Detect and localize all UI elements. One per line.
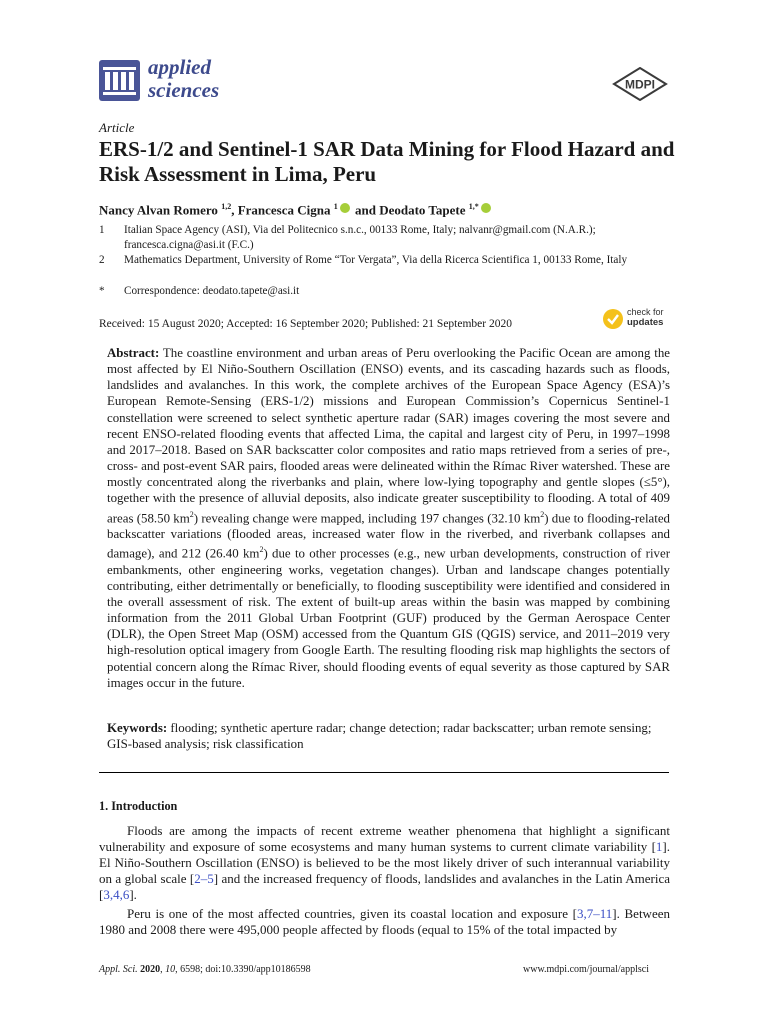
citation-link[interactable]: 3,7–11 [577, 906, 613, 921]
author-name[interactable]: Deodato Tapete [379, 202, 466, 218]
citation-link[interactable]: 3,4,6 [103, 887, 130, 903]
journal-columns-icon [99, 60, 140, 101]
body-paragraph [99, 823, 670, 903]
publication-dates: Received: 15 August 2020; Accepted: 16 September 2020; Published: 21 September 2020 [99, 318, 512, 330]
check-updates-line2: updates [627, 317, 664, 328]
paragraph-text: ]. [129, 887, 137, 903]
affiliation-mark: 1 [99, 224, 105, 236]
superscript: 2 [259, 545, 264, 555]
abstract-text: ) revealing change were mapped, including 197 changes (32.10 km [193, 510, 541, 525]
author-separator: , [231, 202, 238, 218]
paper-title: ERS-1/2 and Sentinel-1 SAR Data Mining for Flood Hazard and Risk Assessment in Lima, Peru [99, 137, 675, 186]
superscript: 2 [189, 509, 194, 519]
author-affiliation-mark: 1,2 [221, 202, 232, 211]
abstract [107, 345, 670, 691]
affiliation-text: Italian Space Agency (ASI), Via del Politecnico s.n.c., 00133 Rome, Italy; nalvanr@gmail.com (N.A.R.); francesca.cigna@asi.it (F.C.) [124, 224, 596, 251]
keywords-label: Keywords: [107, 721, 168, 735]
body-paragraph [99, 906, 670, 938]
orcid-icon[interactable] [481, 203, 491, 213]
divider [99, 772, 669, 773]
affiliation-mark: 2 [99, 254, 105, 266]
mdpi-logo-text: MDPI [625, 77, 655, 92]
check-for-updates-badge[interactable] [602, 306, 682, 332]
affiliation-text: Mathematics Department, University of Rome “Tor Vergata”, Via della Ricerca Scientifica 1, 00133 Rome, Italy [124, 254, 628, 266]
journal-name[interactable] [148, 56, 219, 102]
check-updates-icon [602, 308, 624, 330]
footer-url[interactable]: www.mdpi.com/journal/applsci [523, 964, 649, 975]
paragraph-text: ]. Between 1980 and 2008 there were 495,000 people affected by floods (equal to 15% of the total impacted by [99, 906, 670, 938]
author-separator: and [351, 202, 380, 218]
footer-volume: 10 [165, 964, 176, 975]
abstract-text: The coastline environment and urban areas of Peru overlooking the Pacific Ocean are among the most affected by El Niño-Southern Oscillation (ENSO) events, and its cascading hazards such as floods, landslides and avalanches. In this work, the complete archives of the European Space Agency (ESA)’s European Remote-Sensing (ERS-1/2) missions and European Commission’s Copernicus Sentinel-1 constellation were screened to select synthetic aperture radar (SAR) images covering the most severe and recent ENSO-related flooding events that affected Lima, the capital and largest city of Peru, in 1997–1998 and 2017–2018. Based on SAR backscatter color composites and ratio maps retrieved from a series of pre-, cross- and post-event SAR pairs, flooded areas were delineated within the Rímac River watershed. These are mostly concentrated along the riverbanks and plain, where low-lying topography and gentle slopes (≤5°), together with the presence of alluvial deposits, also indicate greater susceptibility to flooding. A total of 409 areas (58.50 km [107, 346, 670, 525]
check-updates-line1: check for [627, 307, 664, 317]
affiliation [99, 253, 689, 283]
author-affiliation-mark: 1,* [468, 202, 479, 211]
journal-name-line1: applied [148, 55, 211, 79]
paragraph-text: Peru is one of the most affected countries, given its coastal location and exposure [ [127, 906, 577, 921]
citation-link[interactable]: 1 [655, 839, 663, 855]
keywords [107, 720, 670, 752]
affiliation [99, 223, 689, 253]
author-list [99, 202, 493, 218]
affiliation-mark: * [99, 285, 105, 297]
journal-name-line2: sciences [148, 78, 220, 102]
abstract-text: ) due to other processes (e.g., new urban developments, construction of river embankments, other engineering works, vegetation changes). Urban and landscape changes potentially contributing, either detrimentally or beneficially, to flooding susceptibility were identified and considered in the overall assessment of risk. The extent of built-up areas within the basin was mapped by combining information from the 2011 Global Urban Footprint (GUF) produced by the German Aerospace Center (DLR), the Open Street Map (OSM) accessed from the Quantum GIS (QGIS) service, and 2011–2019 very high-resolution optical imagery from Google Earth. The resulting flooding risk map highlights the sectors of potential concern along the Rímac River, should flooding events of equal severity as those captured by SAR images occur in the future. [107, 546, 670, 690]
keywords-text: flooding; synthetic aperture radar; change detection; radar backscatter; urban remote sensing; GIS-based analysis; risk classification [107, 721, 652, 752]
mdpi-logo[interactable] [612, 67, 668, 101]
correspondence-text: Correspondence: deodato.tapete@asi.it [124, 285, 300, 297]
footer-citation: Appl. Sci. 2020, 10, 6598; doi:10.3390/app10186598 [99, 964, 311, 975]
author-name[interactable]: Francesca Cigna [237, 202, 331, 218]
citation-link[interactable]: 2–5 [194, 871, 214, 887]
section-heading: 1. Introduction [99, 799, 178, 813]
footer-doi: , 6598; doi:10.3390/app10186598 [175, 964, 311, 975]
author-affiliation-mark: 1 [333, 202, 338, 211]
footer-year: 2020 [140, 964, 161, 975]
paragraph-text: Floods are among the impacts of recent extreme weather phenomena that highlight a significant vulnerability and exposure of some ecosystems and many human systems to current climate variability [ [99, 823, 670, 855]
author-name[interactable]: Nancy Alvan Romero [99, 202, 218, 218]
superscript: 2 [540, 509, 545, 519]
article-type: Article [99, 120, 135, 135]
correspondence [99, 284, 689, 299]
abstract-text: ) due to flooding-related backscatter variations (flooded areas, increased water flow in the riverbed, and riverbank collapses and damage), and 212 (26.40 km [107, 510, 671, 561]
paragraph-text: ] and the increased frequency of floods, landslides and avalanches in the Latin America [ [99, 871, 671, 903]
footer-journal: Appl. Sci. [99, 964, 138, 975]
abstract-label: Abstract: [107, 346, 160, 360]
orcid-icon[interactable] [340, 203, 350, 213]
paragraph-text: ]. El Niño-Southern Oscillation (ENSO) is believed to be the most likely driver of such interannual variability on a global scale [ [99, 839, 670, 887]
